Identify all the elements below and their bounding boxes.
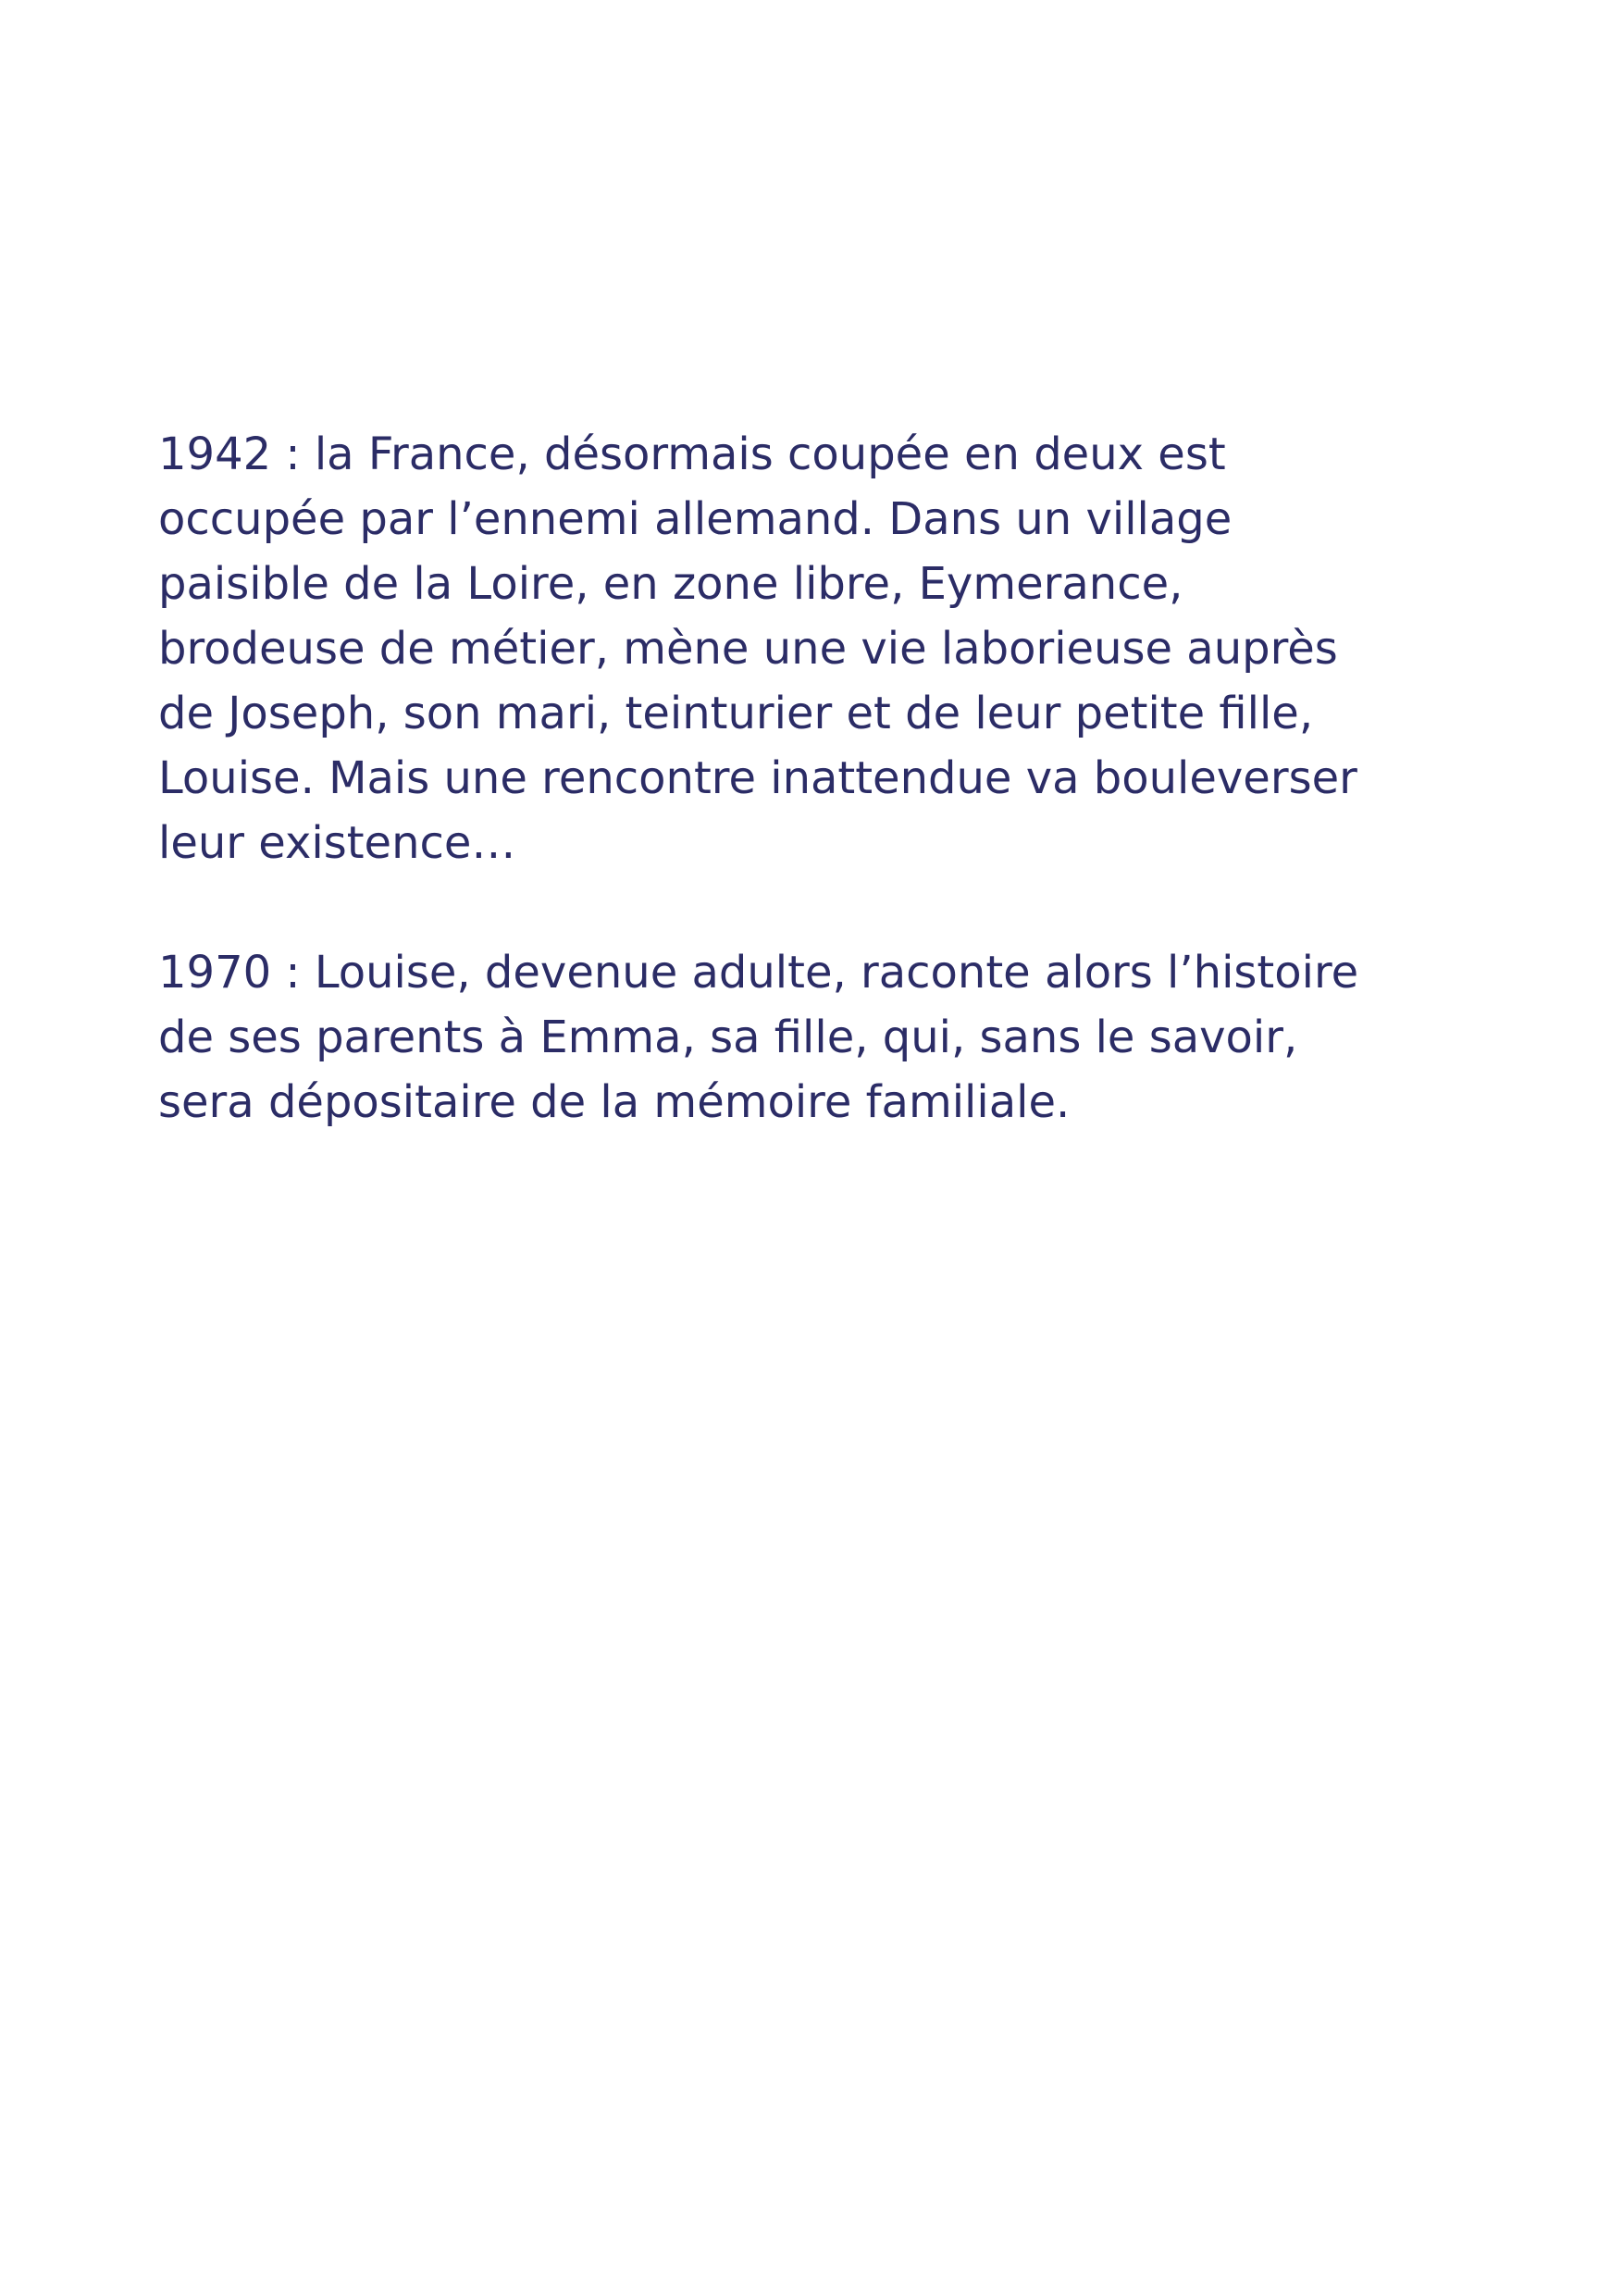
synopsis-text xyxy=(158,422,1500,1135)
text-line: Louise. Mais une rencontre inattendue va bouleverser xyxy=(158,752,1357,804)
paragraph-1942 xyxy=(158,422,1500,875)
text-line: leur existence… xyxy=(158,817,516,869)
text-line: 1970 : Louise, devenue adulte, raconte alors l’histoire xyxy=(158,947,1359,999)
text-line: 1942 : la France, désormais coupée en deux est xyxy=(158,428,1226,480)
text-line: brodeuse de métier, mène une vie laborieuse auprès xyxy=(158,623,1338,675)
text-line: occupée par l’ennemi allemand. Dans un village xyxy=(158,493,1233,545)
text-line: sera dépositaire de la mémoire familiale. xyxy=(158,1076,1071,1128)
text-line: de Joseph, son mari, teinturier et de leur petite fille, xyxy=(158,688,1314,739)
text-line: de ses parents à Emma, sa fille, qui, sans le savoir, xyxy=(158,1011,1298,1063)
text-line: paisible de la Loire, en zone libre, Eymerance, xyxy=(158,558,1183,610)
paragraph-1970 xyxy=(158,940,1500,1135)
